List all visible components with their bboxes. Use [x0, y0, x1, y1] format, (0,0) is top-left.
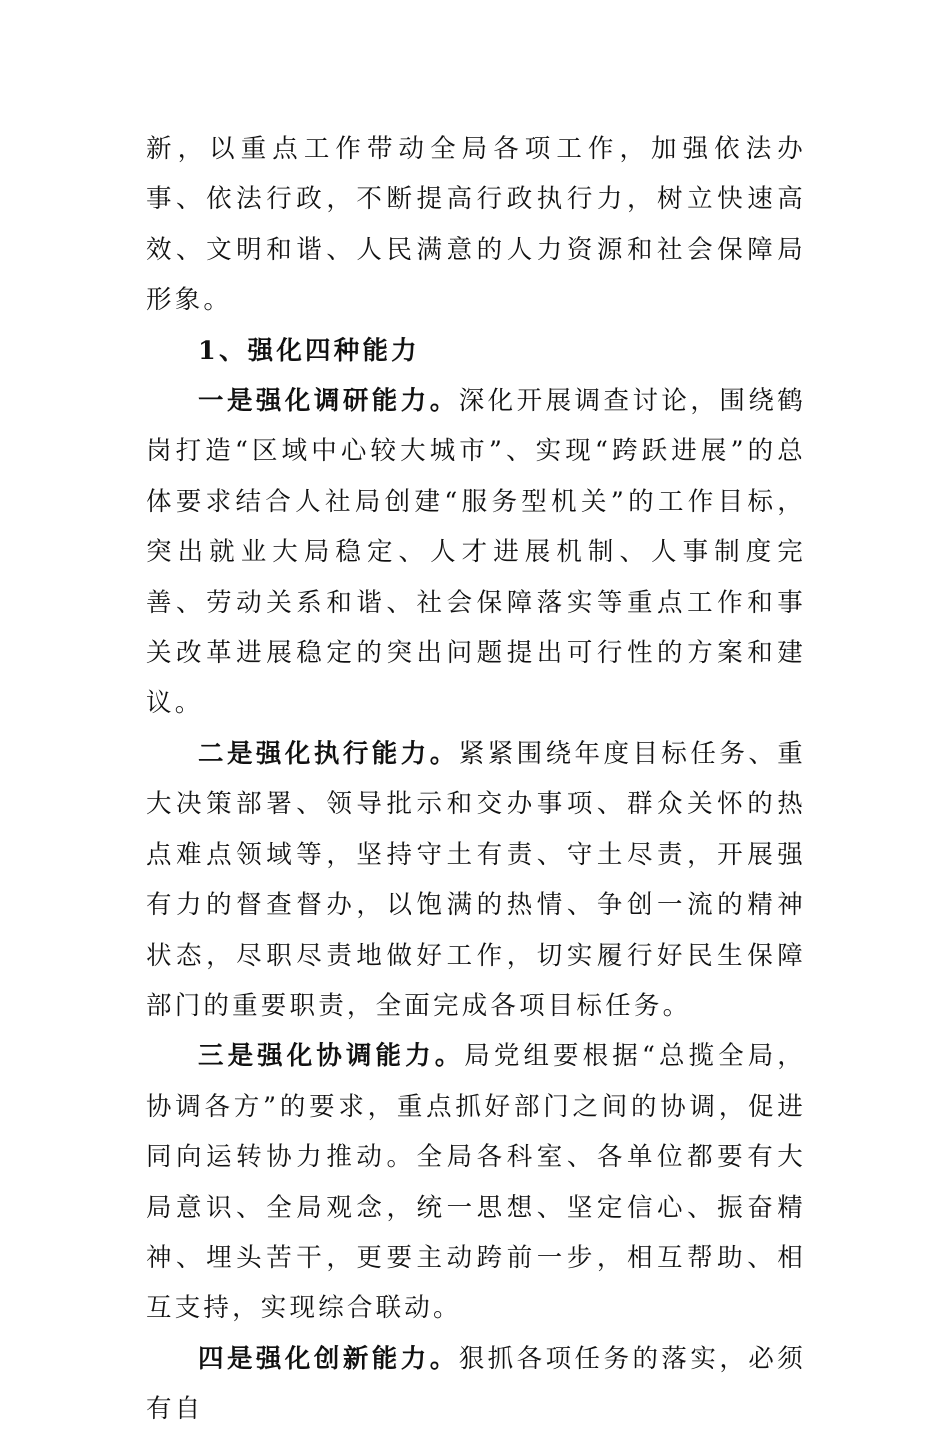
paragraph-coordination [146, 1031, 806, 1333]
document-page [146, 124, 806, 1435]
paragraph-innovation [146, 1334, 806, 1435]
paragraph-execution [146, 729, 806, 1031]
paragraph-lead: 三是强化协调能力。 [198, 1041, 465, 1072]
paragraph-lead: 一是强化调研能力。 [198, 386, 459, 417]
paragraph-research [146, 376, 806, 729]
paragraph-body: 深化开展调查讨论，围绕鹤岗打造“区域中心较大城市”、实现“跨跃进展”的总体要求结合人社局创建“服务型机关”的工作目标，突出就业大局稳定、人才进展机制、人事制度完善、劳动关系和谐、社会保障落实等重点工作和事关改革进展稳定的突出问题提出可行性的方案和建议。 [146, 386, 806, 719]
section-heading: 1、强化四种能力 [198, 335, 420, 366]
paragraph-body: 紧紧围绕年度目标任务、重大决策部署、领导批示和交办事项、群众关怀的热点难点领域等，坚持守土有责、守土尽责，开展强有力的督查督办，以饱满的热情、争创一流的精神状态，尽职尽责地做好工作，切实履行好民生保障部门的重要职责，全面完成各项目标任务。 [146, 738, 806, 1021]
paragraph-body: 局党组要根据“总揽全局，协调各方”的要求，重点抓好部门之间的协调，促进同向运转协力推动。全局各科室、各单位都要有大局意识、全局观念，统一思想、坚定信心、振奋精神、埋头苦干，更要主动跨前一步，相互帮助、相互支持，实现综合联动。 [146, 1041, 806, 1324]
paragraph-lead: 四是强化创新能力。 [198, 1343, 459, 1374]
paragraph-body: 狠抓各项任务的落实，必须有自 [146, 1343, 806, 1425]
paragraph-lead: 二是强化执行能力。 [198, 738, 459, 769]
continuation-paragraph: 新，以重点工作带动全局各项工作，加强依法办事、依法行政，不断提高行政执行力，树立快速高效、文明和谐、人民满意的人力资源和社会保障局形象。 [146, 134, 806, 316]
